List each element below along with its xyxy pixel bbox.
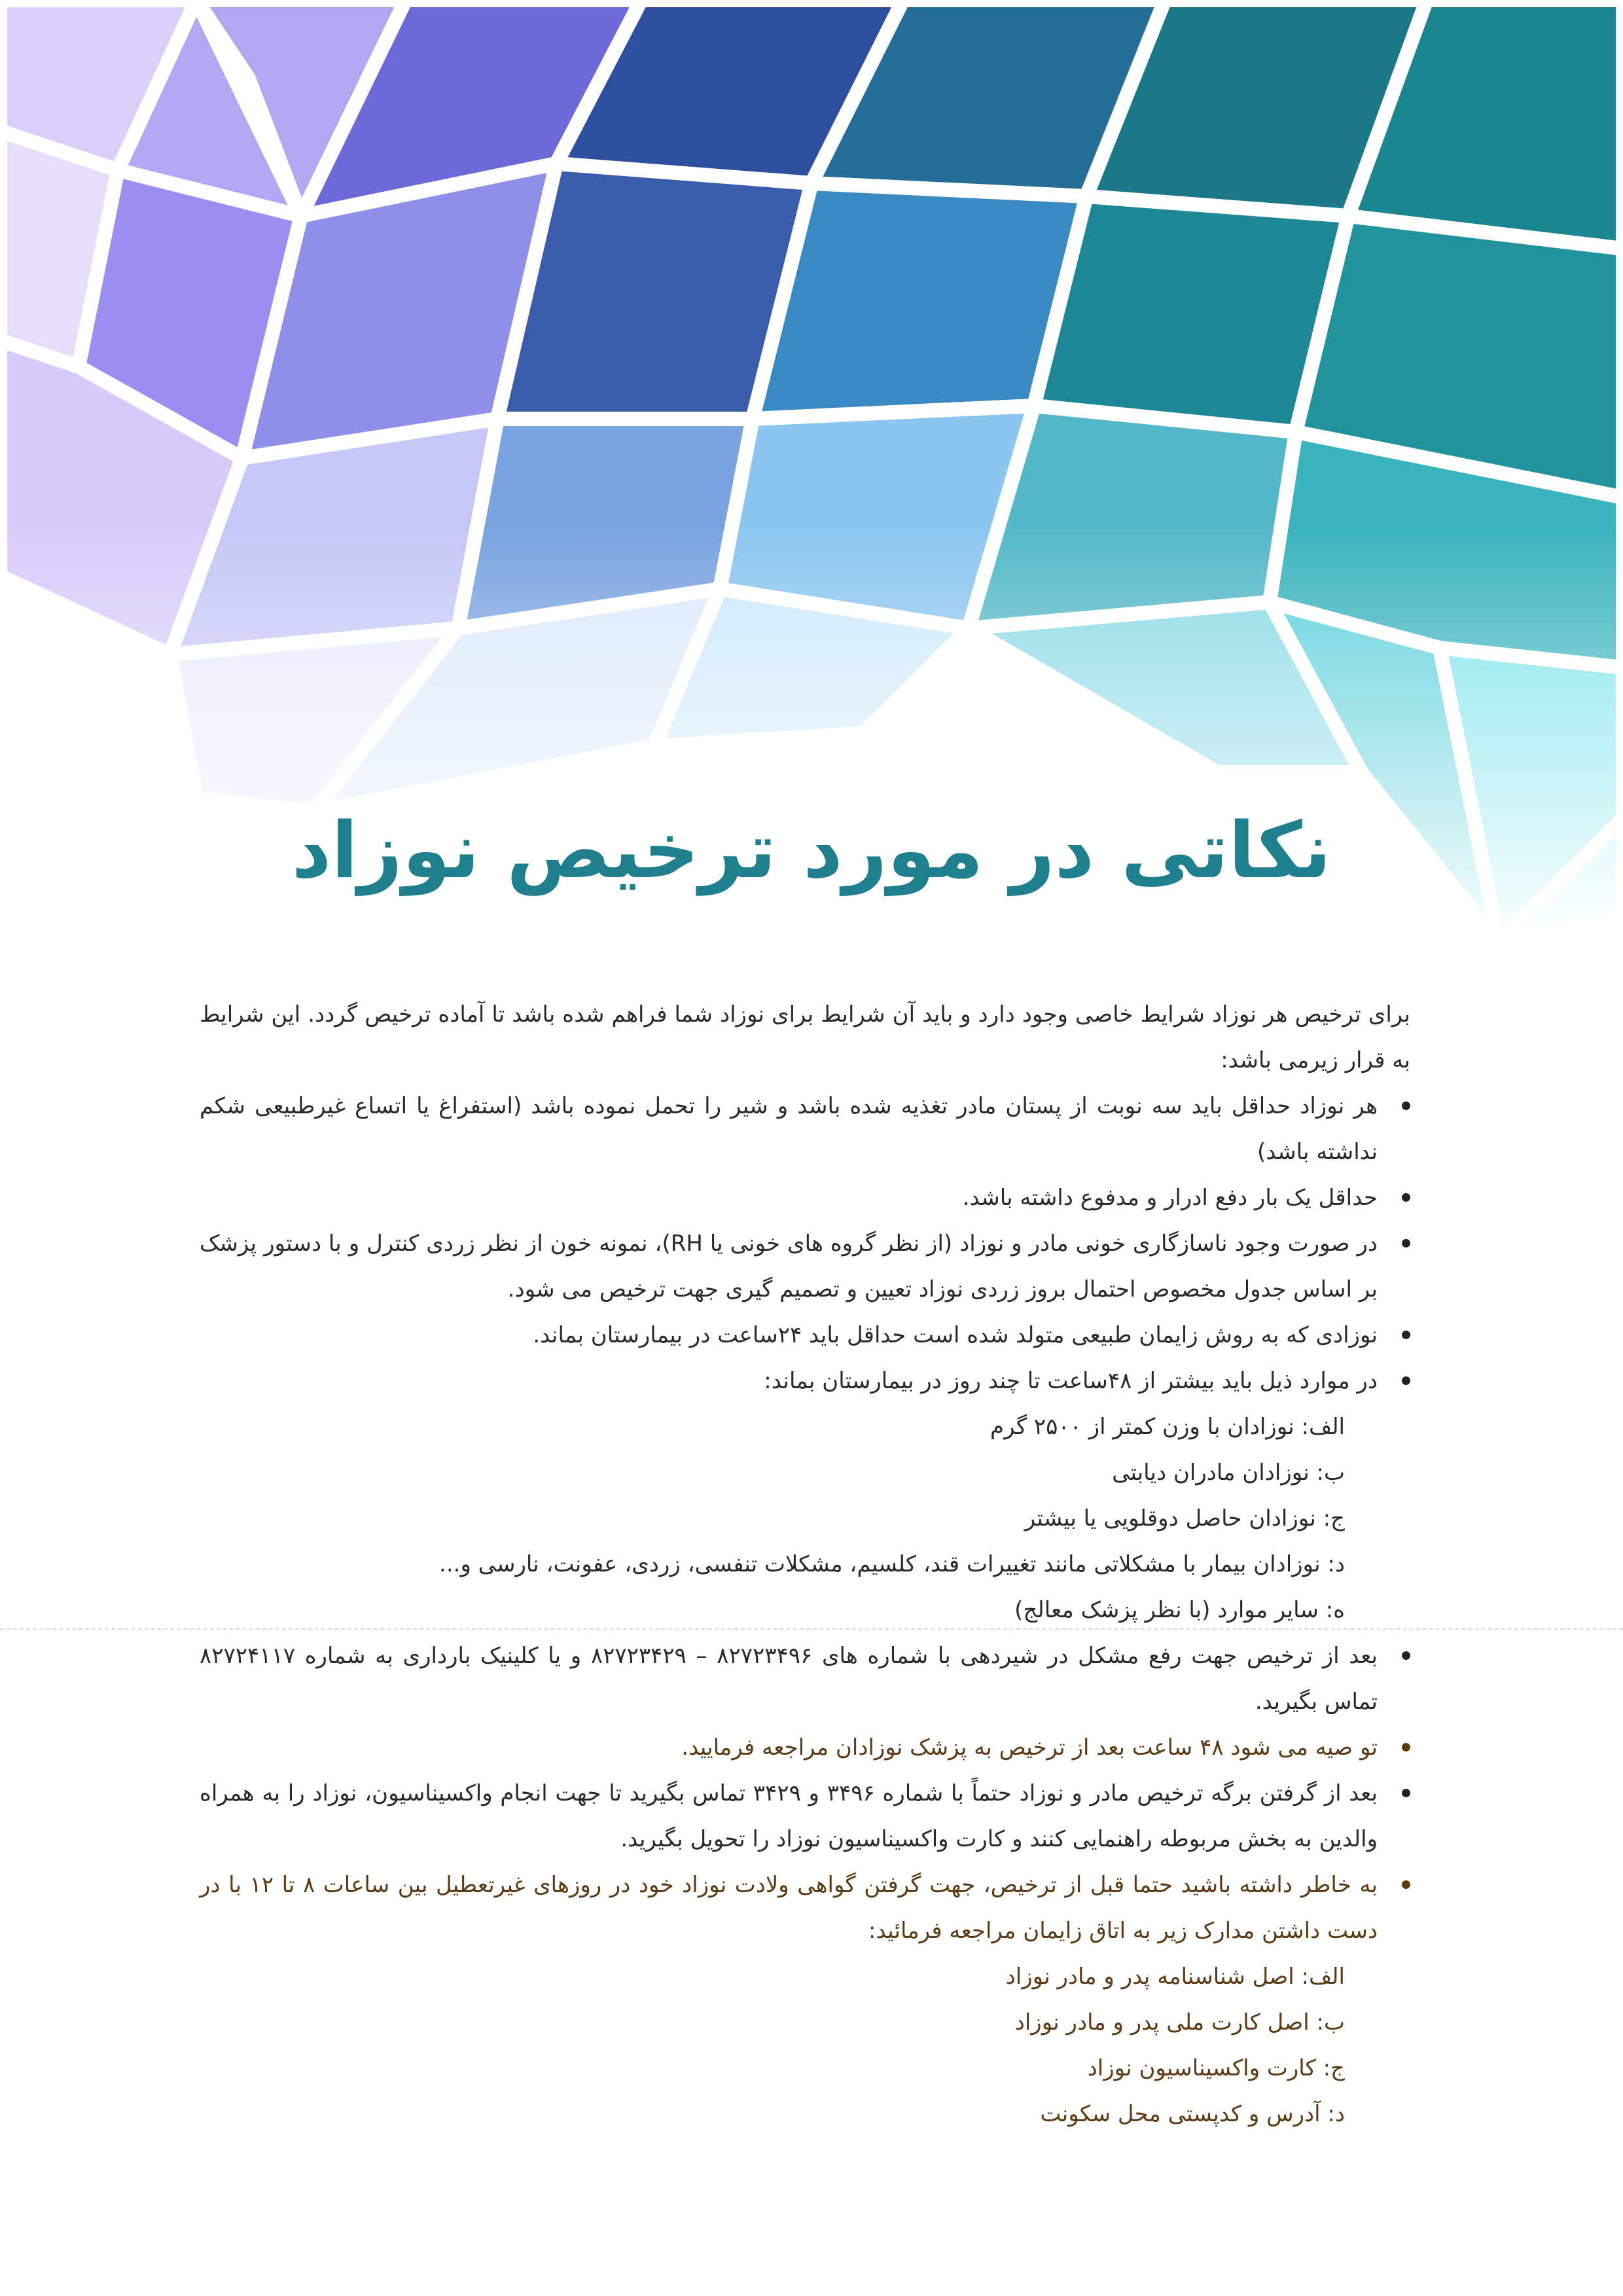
list-item [200, 1862, 1410, 2137]
intro-paragraph: برای ترخیص هر نوزاد شرایط خاصی وجود دارد و باید آن شرایط برای نوزاد شما فراهم شده باشد تا آماده ترخیص گردد. این شرایط به قرار زیرمی باشد: [200, 1001, 1410, 1073]
bullet-icon [1402, 1651, 1410, 1660]
bullet-icon [1402, 1102, 1410, 1110]
bullet-icon [1402, 1789, 1410, 1797]
bullet-icon [1402, 1193, 1410, 1202]
list-item [200, 1175, 1410, 1221]
sub-list-item: د: آدرس و کدپستی محل سکونت [1040, 2101, 1345, 2127]
list-item-text: بعد از گرفتن برگه ترخیص مادر و نوزاد حتماً با شماره ۳۴۹۶ و ۳۴۲۹ تماس بگیرید تا جهت انجام واکسیناسیون، نوزاد را به همراه والدین به بخش مربوطه راهنمایی کنند و کارت واکسیناسیون نوزاد را تحویل بگیرید. [200, 1780, 1378, 1852]
bullet-icon [1402, 1331, 1410, 1339]
list-item-text: در صورت وجود ناسازگاری خونی مادر و نوزاد (از نظر گروه های خونی یا RH)، نمونه خون از نظر زردی کنترل و با دستور پزشک بر اساس جدول مخصوص احتمال بروز زردی نوزاد تعیین و تصمیم گیری جهت ترخیص می شود. [200, 1230, 1378, 1302]
list-item [200, 1312, 1410, 1358]
list-item [200, 1083, 1410, 1175]
bullet-icon [1402, 1880, 1410, 1889]
document-body [200, 992, 1410, 2137]
list-item [200, 1725, 1410, 1770]
list-item [200, 1358, 1410, 1633]
bullet-icon [1402, 1239, 1410, 1247]
list-item-text: به خاطر داشته باشید حتما قبل از ترخیص، جهت گرفتن گواهی ولادت نوزاد خود در روزهای غیرتعطیل بین ساعات ۸ تا ۱۲ با در دست داشتن مدارک زیر به اتاق زایمان مراجعه فرمائید: [200, 1872, 1378, 1944]
list-item-text: نوزادی که به روش زایمان طبیعی متولد شده است حداقل باید ۲۴ساعت در بیمارستان بماند. [533, 1322, 1378, 1348]
list-item [200, 1633, 1410, 1725]
list-item [200, 1770, 1410, 1862]
list-item-text: بعد از ترخیص جهت رفع مشکل در شیردهی با شماره های ۸۲۷۲۳۴۹۶ – ۸۲۷۲۳۴۲۹ و یا کلینیک بارداری به شماره ۸۲۷۲۴۱۱۷ تماس بگیرید. [200, 1643, 1378, 1715]
sub-list-item: ب: اصل کارت ملی پدر و مادر نوزاد [1014, 2009, 1345, 2036]
list-item-text: حداقل یک بار دفع ادرار و مدفوع داشته باشد. [962, 1185, 1378, 1211]
discharge-conditions-list [200, 1083, 1410, 2137]
list-item-text: هر نوزاد حداقل باید سه نوبت از پستان مادر تغذیه شده باشد و شیر را تحمل نموده باشد (استفراغ یا اتساع غیرطبیعی شکم نداشته باشد) [200, 1093, 1378, 1165]
bullet-icon [1402, 1743, 1410, 1751]
sub-list-item: ج: کارت واکسیناسیون نوزاد [1087, 2055, 1345, 2081]
list-item-text: تو صیه می شود ۴۸ ساعت بعد از ترخیص به پزشک نوزادان مراجعه فرمایید. [681, 1734, 1378, 1761]
sub-list-item: الف: نوزادان با وزن کمتر از ۲۵۰۰ گرم [990, 1414, 1345, 1440]
sub-list-item: ه: سایر موارد (با نظر پزشک معالج) [1014, 1597, 1345, 1623]
sub-list [200, 1954, 1378, 2137]
page-title: نکاتی در مورد ترخیص نوزاد [291, 805, 1332, 895]
sub-list-item: الف: اصل شناسنامه پدر و مادر نوزاد [1005, 1964, 1345, 1990]
sub-list-item: د: نوزادان بیمار با مشکلاتی مانند تغییرات قند، کلسیم، مشکلات تنفسی، زردی، عفونت، نارسی و... [439, 1551, 1345, 1577]
list-item-text: در موارد ذیل باید بیشتر از ۴۸ساعت تا چند روز در بیمارستان بماند: [764, 1368, 1378, 1394]
bullet-icon [1402, 1376, 1410, 1385]
sub-list-item: ب: نوزادان مادران دیابتی [1112, 1460, 1345, 1486]
sub-list-item: ج: نوزادان حاصل دوقلویی یا بیشتر [1024, 1505, 1345, 1532]
sub-list [200, 1404, 1378, 1633]
list-item [200, 1221, 1410, 1312]
